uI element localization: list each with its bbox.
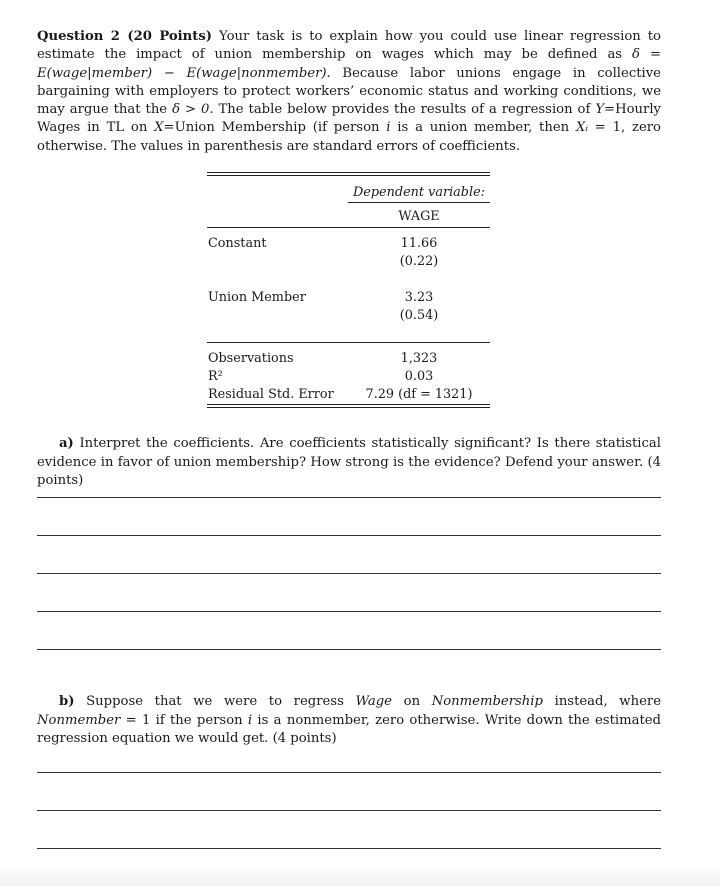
xi-variable: Xᵢ bbox=[575, 120, 588, 136]
table-top-rule bbox=[207, 175, 490, 176]
part-a-text: Interpret the coefficients. Are coefficients statistically significant? Is there statistical evidence in favor of union membership? How strong is the evidence? Defend your answer. (4 points) bbox=[37, 436, 661, 489]
constant-standard-error: (0.22) bbox=[399, 254, 439, 269]
part-b-text: is a nonmember, zero otherwise. Write down the estimated regression equation we would get. (4 points) bbox=[37, 712, 661, 747]
question-text-part: Your task is to explain how you could use linear regression to estimate the impact of union membership on wages which may be defined as bbox=[37, 29, 661, 63]
delta-definition: δ = E(wage|member) − E(wage|nonmember) bbox=[37, 47, 661, 81]
answer-line[interactable] bbox=[37, 573, 661, 574]
table-stats-rule bbox=[207, 342, 490, 343]
i-variable: i bbox=[386, 120, 391, 136]
r-squared-label: R² bbox=[208, 369, 223, 384]
residual-std-error-value: 7.29 (df = 1321) bbox=[365, 387, 473, 402]
union-member-standard-error: (0.54) bbox=[399, 308, 439, 323]
question-text-part: is a union member, then bbox=[390, 120, 576, 136]
nonmembership-word: Nonmembership bbox=[431, 694, 543, 709]
delta-positive: δ > 0 bbox=[172, 102, 210, 118]
answer-line[interactable] bbox=[37, 497, 661, 498]
dependent-variable-rule bbox=[348, 202, 490, 203]
table-bottom-rule bbox=[207, 407, 490, 408]
y-variable: Y bbox=[595, 102, 605, 118]
part-a-label: a) bbox=[59, 436, 74, 451]
union-member-coefficient: 3.23 bbox=[404, 290, 434, 305]
residual-std-error-label: Residual Std. Error bbox=[208, 387, 334, 402]
answer-line[interactable] bbox=[37, 772, 661, 773]
question-text-part: =Hourly Wages in TL on bbox=[37, 102, 662, 136]
table-top-rule bbox=[207, 172, 490, 173]
answer-line[interactable] bbox=[37, 810, 661, 811]
part-b-text: instead, where bbox=[542, 694, 661, 709]
nonmember-variable: Nonmember bbox=[37, 712, 121, 728]
page-bottom-shade bbox=[0, 866, 720, 886]
i-variable: i bbox=[247, 712, 253, 728]
part-a-question bbox=[37, 435, 661, 491]
question-text bbox=[37, 28, 661, 156]
question-heading: Question 2 (20 Points) bbox=[37, 29, 213, 44]
table-header-rule bbox=[207, 227, 490, 228]
r-squared-value: 0.03 bbox=[404, 369, 434, 384]
dependent-variable-name: WAGE bbox=[398, 209, 440, 224]
observations-label: Observations bbox=[208, 351, 294, 366]
table-bottom-rule bbox=[207, 404, 490, 405]
part-b-question bbox=[37, 693, 661, 749]
question-text-part: =Union Membership (if person bbox=[163, 120, 387, 136]
part-b-text: Suppose that we were to regress bbox=[74, 694, 356, 709]
question-text-part: . The table below provides the results of a regression of bbox=[209, 102, 596, 118]
wage-word: Wage bbox=[355, 694, 392, 709]
question-text-part: = 1, zero otherwise. The values in parenthesis are standard errors of coefficients. bbox=[37, 120, 661, 154]
x-variable: X bbox=[154, 120, 164, 136]
part-b-text: = 1 if the person bbox=[120, 712, 248, 728]
part-b-text: on bbox=[392, 694, 432, 709]
answer-line[interactable] bbox=[37, 611, 661, 612]
answer-line[interactable] bbox=[37, 535, 661, 536]
question-text-part: . Because labor unions engage in collective bargaining with employers to protect workers’ economic status and working conditions, we may argue that the bbox=[37, 65, 661, 118]
answer-line[interactable] bbox=[37, 649, 661, 650]
answer-line[interactable] bbox=[37, 848, 661, 849]
observations-value: 1,323 bbox=[400, 351, 438, 366]
union-member-label: Union Member bbox=[208, 290, 306, 305]
part-b-label: b) bbox=[59, 694, 75, 709]
constant-label: Constant bbox=[208, 236, 267, 251]
dependent-variable-label: Dependent variable: bbox=[353, 185, 485, 200]
constant-coefficient: 11.66 bbox=[400, 236, 438, 251]
